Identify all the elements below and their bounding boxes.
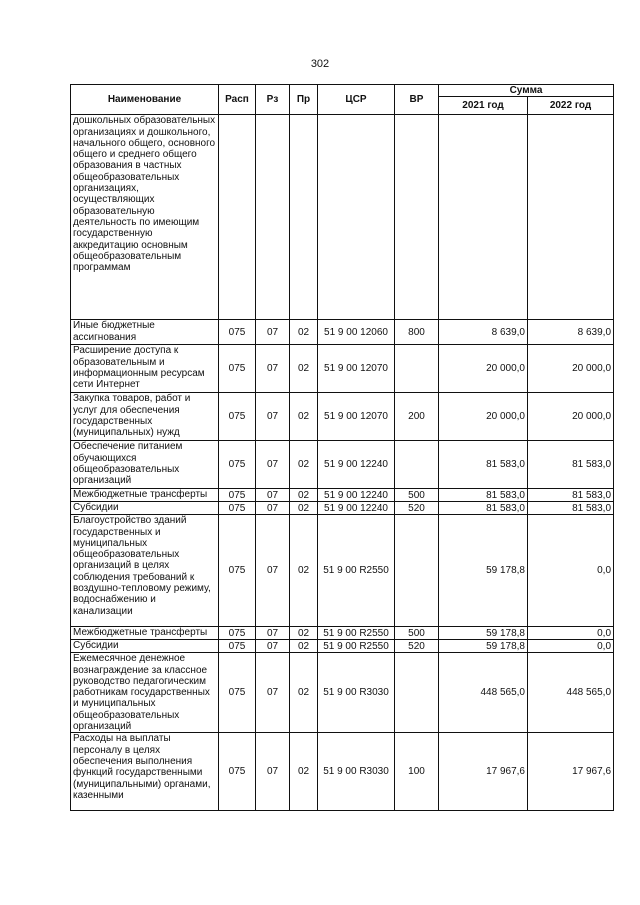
row-sum-2021: 59 178,8 (439, 627, 528, 640)
row-pr (290, 115, 318, 320)
row-rz: 07 (256, 441, 290, 489)
header-vr: ВР (395, 85, 439, 115)
row-sum-2021: 448 565,0 (439, 653, 528, 733)
row-sum-2021: 81 583,0 (439, 502, 528, 515)
table-row (71, 320, 614, 345)
row-vr: 100 (395, 733, 439, 811)
row-csr (318, 115, 395, 320)
header-csr: ЦСР (318, 85, 395, 115)
row-sum-2022: 81 583,0 (528, 441, 614, 489)
row-name: Расширение доступа к образовательным и информационным ресурсам сети Интернет (71, 345, 219, 393)
row-sum-2021: 8 639,0 (439, 320, 528, 345)
row-sum-2021: 81 583,0 (439, 489, 528, 502)
row-vr: 520 (395, 502, 439, 515)
row-sum-2022: 448 565,0 (528, 653, 614, 733)
row-rz: 07 (256, 320, 290, 345)
row-sum-2022: 81 583,0 (528, 502, 614, 515)
row-csr: 51 9 00 R2550 (318, 515, 395, 627)
header-year-2021: 2021 год (439, 97, 528, 115)
row-name: Межбюджетные трансферты (71, 489, 219, 502)
row-rasp (219, 115, 256, 320)
table-row (71, 115, 614, 320)
row-pr: 02 (290, 640, 318, 653)
row-csr: 51 9 00 R2550 (318, 640, 395, 653)
row-pr: 02 (290, 320, 318, 345)
row-name: Межбюджетные трансферты (71, 627, 219, 640)
row-vr (395, 441, 439, 489)
row-name: Закупка товаров, работ и услуг для обеспечения государственных (муниципальных) нужд (71, 393, 219, 441)
row-csr: 51 9 00 R3030 (318, 653, 395, 733)
row-pr: 02 (290, 653, 318, 733)
table-row (71, 502, 614, 515)
page-number: 302 (310, 58, 330, 70)
row-name: Благоустройство зданий государственных и муниципальных общеобразовательных организаций в целях соблюдения требований к воздушно-тепловому режиму, водоснабжению и канализации (71, 515, 219, 627)
row-vr: 200 (395, 393, 439, 441)
row-pr: 02 (290, 515, 318, 627)
row-vr (395, 653, 439, 733)
row-rz: 07 (256, 733, 290, 811)
row-sum-2022 (528, 115, 614, 320)
row-sum-2021: 59 178,8 (439, 515, 528, 627)
table-row (71, 640, 614, 653)
row-pr: 02 (290, 733, 318, 811)
row-name: Субсидии (71, 502, 219, 515)
table-body (71, 115, 614, 811)
row-rasp: 075 (219, 489, 256, 502)
table-row (71, 653, 614, 733)
row-rasp: 075 (219, 393, 256, 441)
row-pr: 02 (290, 345, 318, 393)
row-pr: 02 (290, 489, 318, 502)
row-sum-2021 (439, 115, 528, 320)
row-sum-2022: 0,0 (528, 640, 614, 653)
row-pr: 02 (290, 441, 318, 489)
row-sum-2022: 17 967,6 (528, 733, 614, 811)
row-name: Иные бюджетные ассигнования (71, 320, 219, 345)
table-row (71, 441, 614, 489)
row-sum-2021: 17 967,6 (439, 733, 528, 811)
row-csr: 51 9 00 R3030 (318, 733, 395, 811)
row-vr (395, 345, 439, 393)
row-rz: 07 (256, 640, 290, 653)
row-rasp: 075 (219, 441, 256, 489)
row-sum-2022: 81 583,0 (528, 489, 614, 502)
table-row (71, 515, 614, 627)
table-row (71, 733, 614, 811)
row-name: дошкольных образовательных организациях и дошкольного, начального общего, основного общего и среднего общего образования в частных общеобразовательных организациях, осуществляющих образовательную деятельность по имеющим государственную аккредитацию основным общеобразовательным программам (71, 115, 219, 320)
row-rz: 07 (256, 345, 290, 393)
header-year-2022: 2022 год (528, 97, 614, 115)
budget-table (70, 84, 614, 811)
row-vr (395, 115, 439, 320)
row-sum-2022: 0,0 (528, 627, 614, 640)
row-sum-2021: 81 583,0 (439, 441, 528, 489)
row-csr: 51 9 00 12060 (318, 320, 395, 345)
row-rasp: 075 (219, 640, 256, 653)
row-csr: 51 9 00 12240 (318, 441, 395, 489)
row-rz: 07 (256, 489, 290, 502)
row-name: Субсидии (71, 640, 219, 653)
row-sum-2021: 20 000,0 (439, 393, 528, 441)
row-csr: 51 9 00 12070 (318, 393, 395, 441)
row-sum-2021: 20 000,0 (439, 345, 528, 393)
header-pr: Пр (290, 85, 318, 115)
table-row (71, 489, 614, 502)
row-csr: 51 9 00 12070 (318, 345, 395, 393)
row-vr: 800 (395, 320, 439, 345)
row-rasp: 075 (219, 515, 256, 627)
table-row (71, 393, 614, 441)
row-vr: 520 (395, 640, 439, 653)
row-rz (256, 115, 290, 320)
header-rasp: Расп (219, 85, 256, 115)
row-name: Ежемесячное денежное вознаграждение за классное руководство педагогическим работникам государственных и муниципальных общеобразовательных организаций (71, 653, 219, 733)
row-rz: 07 (256, 515, 290, 627)
row-rasp: 075 (219, 733, 256, 811)
header-name: Наименование (71, 85, 219, 115)
row-rz: 07 (256, 653, 290, 733)
row-pr: 02 (290, 627, 318, 640)
row-rasp: 075 (219, 653, 256, 733)
row-csr: 51 9 00 12240 (318, 489, 395, 502)
row-vr: 500 (395, 489, 439, 502)
row-sum-2022: 20 000,0 (528, 345, 614, 393)
row-rasp: 075 (219, 627, 256, 640)
row-vr (395, 515, 439, 627)
row-pr: 02 (290, 393, 318, 441)
row-sum-2022: 0,0 (528, 515, 614, 627)
row-rasp: 075 (219, 320, 256, 345)
row-sum-2022: 8 639,0 (528, 320, 614, 345)
row-name: Обеспечение питанием обучающихся общеобразовательных организаций (71, 441, 219, 489)
row-rz: 07 (256, 502, 290, 515)
row-rz: 07 (256, 627, 290, 640)
table-row (71, 345, 614, 393)
row-csr: 51 9 00 R2550 (318, 627, 395, 640)
table-header (71, 85, 614, 115)
row-sum-2021: 59 178,8 (439, 640, 528, 653)
row-pr: 02 (290, 502, 318, 515)
row-rz: 07 (256, 393, 290, 441)
row-rasp: 075 (219, 502, 256, 515)
row-rasp: 075 (219, 345, 256, 393)
table-row (71, 627, 614, 640)
row-sum-2022: 20 000,0 (528, 393, 614, 441)
row-vr: 500 (395, 627, 439, 640)
header-sum: Сумма (439, 85, 614, 97)
header-rz: Рз (256, 85, 290, 115)
row-csr: 51 9 00 12240 (318, 502, 395, 515)
row-name: Расходы на выплаты персоналу в целях обеспечения выполнения функций государственными (муниципальными) органами, казенными (71, 733, 219, 811)
